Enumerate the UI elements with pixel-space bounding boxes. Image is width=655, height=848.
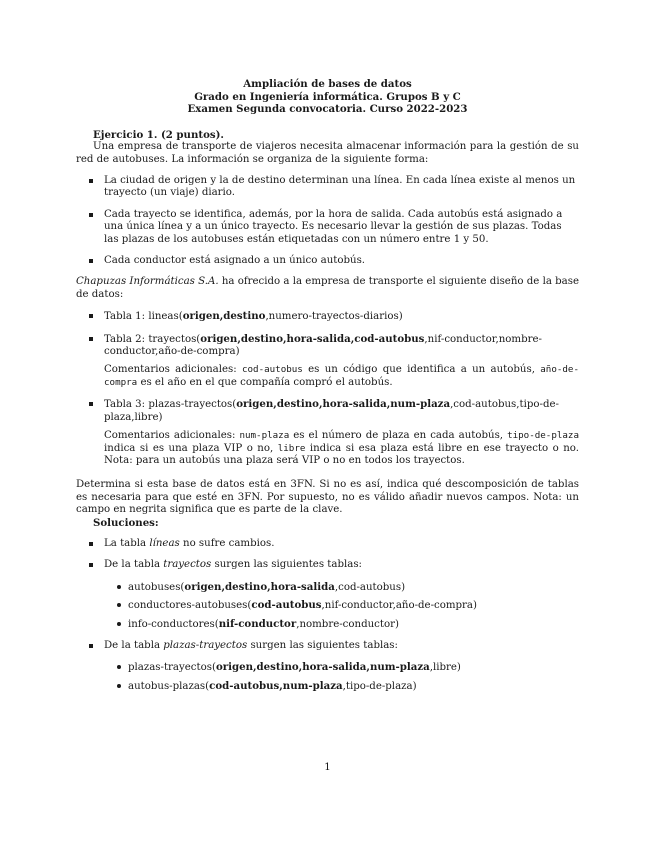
- table-3-note-d: indica si esa plaza está libre en ese trayecto o no. Nota: para un autobús una plaza será VIP o no en todos los trayectos.: [104, 442, 579, 466]
- solution-1-b: no sufre cambios.: [179, 537, 275, 549]
- table-2-rest: ,nif-conductor,nombre-conductor,año-de-compra): [104, 333, 542, 358]
- table-3-key: origen,destino,hora-salida,num-plaza: [236, 398, 451, 411]
- plazas-tables-list: [104, 661, 579, 693]
- list-item: [104, 680, 579, 693]
- solution-3-b: surgen las siguientes tablas:: [247, 639, 398, 651]
- design-intro-text: ha ofrecido a la empresa de transporte el siguiente diseño de la base de datos:: [76, 276, 580, 300]
- table-2-note-code2: año-de-compra: [104, 364, 579, 388]
- table-2-prefix: Tabla 2: trayectos(: [104, 333, 201, 345]
- solution-3-a: De la tabla: [104, 639, 164, 651]
- solution-item-plazas: [76, 640, 579, 693]
- table-1-item: [76, 310, 579, 323]
- list-item: [104, 581, 579, 594]
- list-item: [104, 599, 579, 612]
- solutions-list: [76, 538, 579, 693]
- table-3-note-code2: tipo-de-plaza: [507, 430, 579, 442]
- list-item: [104, 618, 579, 631]
- solution-item-trayectos: [76, 559, 579, 631]
- exam-line: Examen Segunda convocatoria. Curso 2022-2023: [187, 103, 468, 116]
- table-2-key: origen,destino,hora-salida,cod-autobus: [200, 332, 425, 345]
- table-3-note-code3: libre: [277, 442, 306, 454]
- table-3-note: [104, 430, 579, 467]
- solution-1-a: La tabla: [104, 537, 150, 549]
- table-2-item: [76, 333, 579, 390]
- table-3-prefix: Tabla 3: plazas-trayectos(: [104, 399, 237, 411]
- table-2-note-c: es el año en el que compañía compró el autobús.: [137, 376, 393, 388]
- list-item: [104, 661, 579, 674]
- item-key: cod-autobus,num-plaza: [209, 679, 343, 692]
- table-2-note-b: es un código que identifica a un autobús,: [302, 364, 541, 376]
- table-3-note-code1: num-plaza: [239, 430, 290, 442]
- item-prefix: autobus-plazas(: [128, 680, 210, 692]
- item-rest: ,nif-conductor,año-de-compra): [321, 600, 477, 612]
- rule-item: Cada trayecto se identifica, además, por la hora de salida. Cada autobús está asignado a una única línea y a un único trayecto. Es necesario llevar la gestión de sus plazas. Todas las plazas de los autobuses están etiquetadas con un número entre 1 y 50.: [76, 209, 579, 246]
- exercise-title: Ejercicio 1. (2 puntos).: [93, 128, 224, 141]
- document-header: [76, 78, 579, 116]
- course-title: Ampliación de bases de datos: [243, 78, 412, 90]
- page-number: 1: [324, 762, 331, 773]
- item-key: origen,destino,hora-salida: [184, 580, 335, 593]
- table-3-item: [76, 398, 579, 467]
- tables-list: [76, 310, 579, 467]
- solution-1-em: líneas: [149, 537, 180, 549]
- item-key: origen,destino,hora-salida,num-plaza: [215, 661, 430, 674]
- table-3-rest: ,cod-autobus,tipo-de-plaza,libre): [104, 399, 559, 423]
- table-3-note-b: es el número de plaza en cada autobús,: [289, 430, 508, 442]
- table-3-note-a: Comentarios adicionales:: [104, 430, 240, 442]
- degree-line: Grado en Ingeniería informática. Grupos B y C: [194, 90, 461, 103]
- item-rest: ,tipo-de-plaza): [342, 680, 417, 692]
- design-intro: [76, 276, 579, 301]
- table-2-note-a: Comentarios adicionales:: [104, 364, 242, 376]
- item-key: cod-autobus: [251, 599, 322, 612]
- rules-list: [76, 175, 579, 267]
- table-2-note-code1: cod-autobus: [241, 364, 303, 376]
- item-prefix: autobuses(: [128, 581, 185, 593]
- rule-item: La ciudad de origen y la de destino determinan una línea. En cada línea existe al menos un trayecto (un viaje) diario.: [76, 175, 579, 200]
- solution-item-lineas: [76, 538, 579, 550]
- item-prefix: conductores-autobuses(: [128, 600, 252, 612]
- table-3-note-c: indica si es una plaza VIP o no,: [104, 442, 278, 454]
- table-1-prefix: Tabla 1: lineas(: [104, 311, 183, 323]
- item-rest: ,nombre-conductor): [296, 618, 399, 630]
- item-rest: ,cod-autobus): [334, 581, 406, 593]
- table-1-rest: ,numero-trayectos-diarios): [265, 311, 403, 323]
- table-1-key: origen,destino: [182, 310, 266, 323]
- solution-3-em: plazas-trayectos: [163, 639, 248, 651]
- item-key: nif-conductor: [218, 617, 297, 630]
- trayectos-tables-list: [104, 581, 579, 631]
- rule-item: Cada conductor está asignado a un único autobús.: [76, 255, 579, 267]
- table-2-note: [104, 364, 579, 389]
- solution-2-em: trayectos: [163, 559, 212, 571]
- solution-2-b: surgen las siguientes tablas:: [211, 559, 362, 571]
- question-text: Determina si esta base de datos está en 3FN. Si no es así, indica qué descomposición de tablas es necesaria para que esté en 3FN. Por supuesto, no es válido añadir nuevos campos. Nota: un campo en negrita significa que es parte de la clave.: [76, 479, 579, 516]
- solutions-title: Soluciones:: [93, 516, 159, 529]
- item-rest: ,libre): [429, 662, 461, 674]
- item-prefix: info-conductores(: [128, 618, 219, 630]
- item-prefix: plazas-trayectos(: [128, 662, 216, 674]
- company-name: Chapuzas Informáticas S.A.: [76, 276, 219, 288]
- solution-2-a: De la tabla: [104, 559, 164, 571]
- exercise-intro: Una empresa de transporte de viajeros necesita almacenar información para la gestión de su red de autobuses. La información se organiza de la siguiente forma:: [76, 141, 579, 165]
